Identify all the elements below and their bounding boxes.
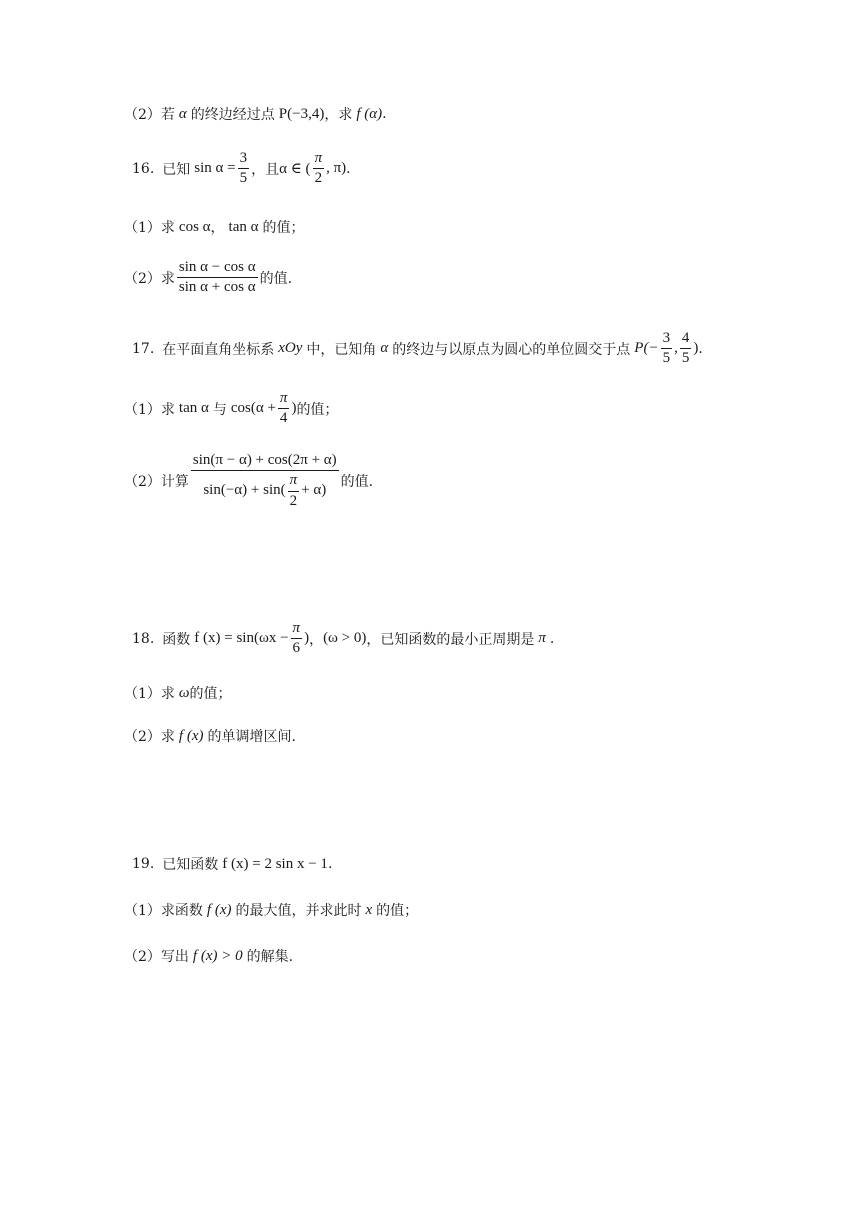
text: 的终边与以原点为圆心的单位圆交于点 (392, 341, 631, 358)
text: 的值； (296, 401, 339, 418)
question-17 (132, 330, 703, 368)
math-interval-end: , π) (326, 160, 347, 177)
fraction-big (191, 452, 339, 510)
math-f-x: f (x) (178, 727, 204, 744)
text: 的单调增区间. (207, 729, 296, 745)
denominator-part-b: + α) (301, 482, 327, 499)
fraction-pi-4 (278, 390, 290, 428)
text: 与 (212, 401, 227, 418)
text: ， (309, 631, 324, 648)
text: 求 (160, 401, 175, 418)
math-comma: , (674, 340, 678, 357)
part-label: （1） (124, 686, 161, 702)
question-number: 17. (132, 340, 155, 357)
numerator: π (313, 150, 325, 169)
math-x: x (365, 901, 373, 918)
denominator: 2 (314, 170, 323, 187)
math-cos-open: cos(α + (230, 400, 276, 417)
text: 的值； (189, 686, 232, 702)
numerator: π (291, 620, 303, 639)
text: 计算 (160, 473, 189, 490)
denominator (201, 471, 328, 510)
fraction-3-5 (661, 330, 673, 368)
part-label: （1） (124, 903, 161, 919)
text: 求 (160, 686, 175, 702)
fraction-sin-cos (177, 259, 258, 297)
numerator: 4 (680, 330, 692, 349)
part-label: （2） (124, 270, 161, 287)
question-16 (132, 150, 351, 188)
math-alpha: α (178, 105, 187, 122)
math-close-paren: ) (304, 630, 310, 647)
text: 中，已知角 (306, 341, 377, 358)
question-number: 19. (132, 856, 155, 872)
math-omega: ω (178, 684, 190, 701)
fraction-3-5 (238, 150, 250, 188)
text: 的最大值，并求此时 (235, 903, 362, 919)
numerator: 3 (661, 330, 673, 349)
math-tan-alpha: tan α (178, 400, 209, 417)
math-point-open: P(− (634, 340, 659, 357)
text: 的值； (262, 220, 305, 236)
question-17-part-2 (124, 452, 373, 510)
denominator: 4 (279, 410, 288, 427)
text: 函数 (162, 631, 191, 648)
math-point-p: P(−3,4) (278, 105, 325, 122)
question-19-part-2 (124, 946, 293, 966)
part-label: （1） (124, 220, 161, 236)
question-18-part-1 (124, 683, 232, 703)
text: ，且 (251, 161, 280, 178)
text: 在平面直角坐标系 (162, 341, 275, 358)
text: 的值； (376, 903, 419, 919)
question-15-part-2 (124, 104, 387, 124)
question-16-part-1 (124, 217, 304, 237)
math-f-gt-0: f (x) > 0 (192, 947, 243, 964)
text: 已知函数 (162, 857, 219, 873)
part-label: （2） (124, 107, 161, 123)
part-label: （2） (124, 473, 161, 490)
math-f18-lhs: f (x) = sin(ωx − (194, 630, 289, 647)
numerator: π (288, 472, 300, 491)
numerator: sin(π − α) + cos(2π + α) (191, 452, 339, 471)
denominator-part-a: sin(−α) + sin( (203, 482, 286, 499)
math-f-x: f (x) (206, 901, 232, 918)
question-16-part-2 (124, 259, 292, 297)
question-19-part-1 (124, 900, 418, 920)
text: 求 (160, 220, 175, 236)
text: . (698, 340, 703, 357)
denominator: 5 (681, 350, 690, 367)
text: 求 (160, 270, 175, 287)
text: 若 (160, 107, 175, 123)
question-number: 18. (132, 630, 155, 647)
text: . (327, 856, 333, 872)
text: 的终边经过点 (190, 107, 275, 123)
text: 的值. (259, 270, 293, 287)
math-xoy: xOy (278, 340, 303, 357)
math-alpha-in: α ∈ ( (279, 161, 311, 178)
denominator: 5 (239, 170, 248, 187)
question-number: 16. (132, 160, 155, 177)
text: 求函数 (160, 903, 203, 919)
fraction-pi-6 (291, 620, 303, 658)
denominator: 2 (289, 492, 298, 509)
question-17-part-1 (124, 390, 338, 428)
question-19 (132, 854, 332, 874)
text: 求 (160, 729, 175, 745)
denominator: sin α + cos α (178, 279, 256, 296)
denominator: 5 (662, 350, 671, 367)
math-f-alpha: f (α) (356, 105, 383, 122)
text: 的值. (340, 473, 374, 490)
fraction-pi-2 (313, 150, 325, 188)
text: 已知 (162, 161, 191, 178)
numerator: π (278, 390, 290, 409)
question-18 (132, 620, 554, 658)
text: . (346, 160, 351, 177)
text: 的解集. (246, 949, 294, 965)
text: . (549, 630, 555, 647)
text: ， (210, 220, 225, 236)
part-label: （2） (124, 949, 161, 965)
math-pi: π (538, 630, 546, 647)
text: ，求 (324, 107, 353, 123)
text: ，已知函数的最小正周期是 (366, 631, 535, 648)
math-close-paren: ) (693, 340, 699, 357)
numerator: sin α − cos α (177, 259, 258, 278)
text: 写出 (160, 949, 189, 965)
question-18-part-2 (124, 726, 296, 746)
math-alpha: α (380, 340, 389, 357)
math-sin-alpha: sin α = (194, 160, 236, 177)
fraction-pi-2 (288, 472, 300, 510)
math-close-paren: ) (291, 400, 297, 417)
part-label: （1） (124, 401, 161, 418)
part-label: （2） (124, 729, 161, 745)
math-cos-alpha: cos α (178, 218, 211, 235)
denominator: 6 (292, 640, 301, 657)
math-f19: f (x) = 2 sin x − 1 (222, 855, 328, 872)
text: . (382, 106, 387, 122)
math-omega-cond: (ω > 0) (323, 630, 367, 647)
numerator: 3 (238, 150, 250, 169)
fraction-4-5 (680, 330, 692, 368)
math-tan-alpha: tan α (228, 218, 259, 235)
